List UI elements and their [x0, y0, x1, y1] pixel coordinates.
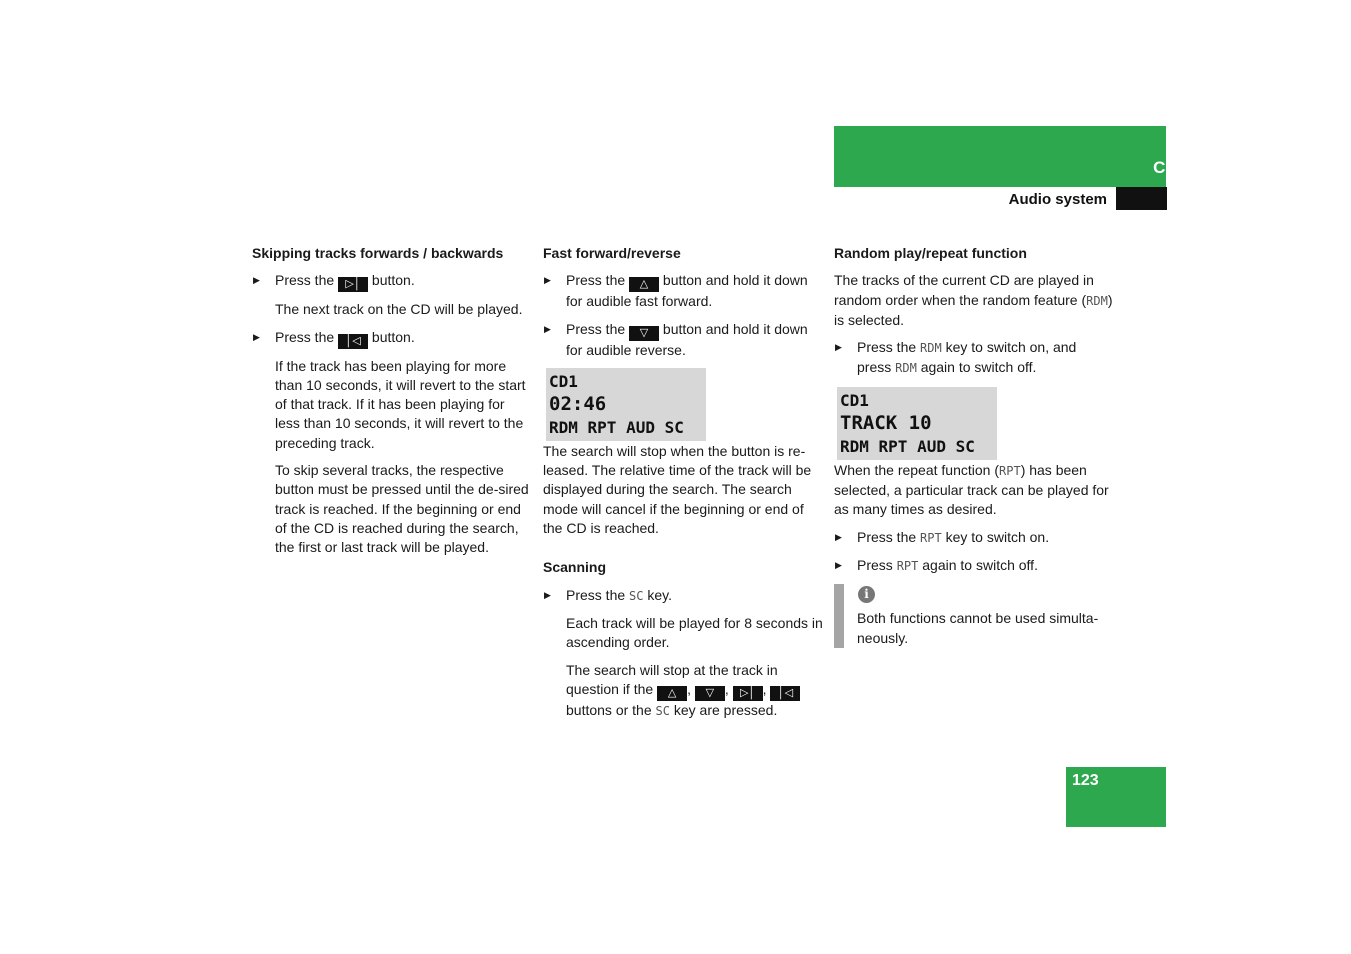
prev-track-icon: │◁ [770, 686, 800, 701]
column-skipping [252, 244, 532, 566]
display-line-2: TRACK 10 [840, 411, 932, 434]
note-text: Both functions cannot be used simulta-neously. [857, 610, 1099, 646]
up-arrow-icon: △ [629, 277, 659, 292]
next-track-icon: ▷│ [733, 686, 763, 701]
rpt-key-label: RPT [920, 530, 942, 545]
rdm-key-label: RDM [1086, 293, 1108, 308]
heading-scanning: Scanning [543, 559, 607, 576]
instruction-forward: ▶ Press the △ button and hold it down for audible fast forward. [543, 271, 823, 311]
display-line-3: RDM RPT AUD SC [549, 417, 684, 437]
heading-skipping: Skipping tracks forwards / backwards [252, 245, 504, 261]
header-band [834, 126, 1166, 187]
column-random-repeat [834, 244, 1114, 648]
next-track-icon: ▷│ [338, 277, 368, 292]
instruction-repeat-on: ▶ Press the RPT key to switch on. [834, 528, 1114, 548]
rdm-key-label: RDM [920, 341, 942, 356]
rdm-key-label: RDM [895, 361, 917, 376]
display-track [837, 387, 997, 460]
repeat-intro: When the repeat function (RPT) has been selected, a particular track can be played for as many times as desired. [834, 461, 1109, 518]
scan-result: Each track will be played for 8 seconds in ascending order. [566, 614, 823, 651]
section-subtitle: Audio system [1008, 191, 1107, 208]
display-line-1: CD1 [840, 390, 869, 410]
random-intro: The tracks of the current CD are played in random order when the random feature (RDM) is selected. [834, 272, 1113, 328]
instruction-random: ▶ Press the RDM key to switch on, and press RDM again to switch off. [834, 338, 1114, 379]
info-icon: i [858, 586, 875, 603]
scan-stop: The search will stop at the track in question if the △ , ▽ , ▷│ , │◁ buttons or the SC key are pressed. [543, 661, 823, 722]
note-bar [834, 584, 844, 648]
down-arrow-icon: ▽ [629, 326, 659, 341]
sc-key-label: SC [655, 703, 670, 718]
display-time [546, 368, 706, 441]
down-arrow-icon: ▽ [695, 686, 725, 701]
skip-several: To skip several tracks, the respective button must be pressed until the de-sired track is reached. If the beginning or end of the CD is reached during the search, the first or last track will be played. [275, 462, 529, 556]
info-note [834, 584, 1114, 648]
rpt-key-label: RPT [999, 463, 1021, 478]
instruction-next: ▶ Press the ▷│ button. [252, 271, 532, 292]
search-stop-text: The search will stop when the button is re-leased. The relative time of the track will be displayed during the search. The search mode will cancel if the beginning or end of the CD is reached. [543, 442, 812, 537]
instruction-scan: ▶ Press the SC key. [543, 586, 823, 606]
sc-key-label: SC [629, 588, 644, 603]
heading-random-repeat: Random play/repeat function [834, 245, 1027, 261]
section-title: Controls in detail [1153, 158, 1292, 177]
up-arrow-icon: △ [657, 686, 687, 701]
column-fast-forward [543, 244, 823, 729]
instruction-prev: ▶ Press the │◁ button. [252, 328, 532, 349]
display-line-3: RDM RPT AUD SC [840, 436, 975, 456]
result-next: The next track on the CD will be played. [275, 301, 523, 318]
header-marker [1116, 187, 1167, 210]
heading-fast-forward: Fast forward/reverse [543, 245, 681, 261]
page-number: 123 [1072, 772, 1099, 789]
display-line-2: 02:46 [549, 392, 607, 415]
prev-track-icon: │◁ [338, 334, 368, 349]
result-prev: If the track has been playing for more than 10 seconds, it will revert to the start of that track. If it has been playing for less than 10 seconds, it will revert to the preceding track. [275, 357, 526, 451]
rpt-key-label: RPT [896, 558, 919, 573]
instruction-repeat-off: ▶ Press RPT again to switch off. [834, 556, 1114, 576]
instruction-reverse: ▶ Press the ▽ button and hold it down for audible reverse. [543, 320, 823, 360]
display-line-1: CD1 [549, 371, 578, 391]
